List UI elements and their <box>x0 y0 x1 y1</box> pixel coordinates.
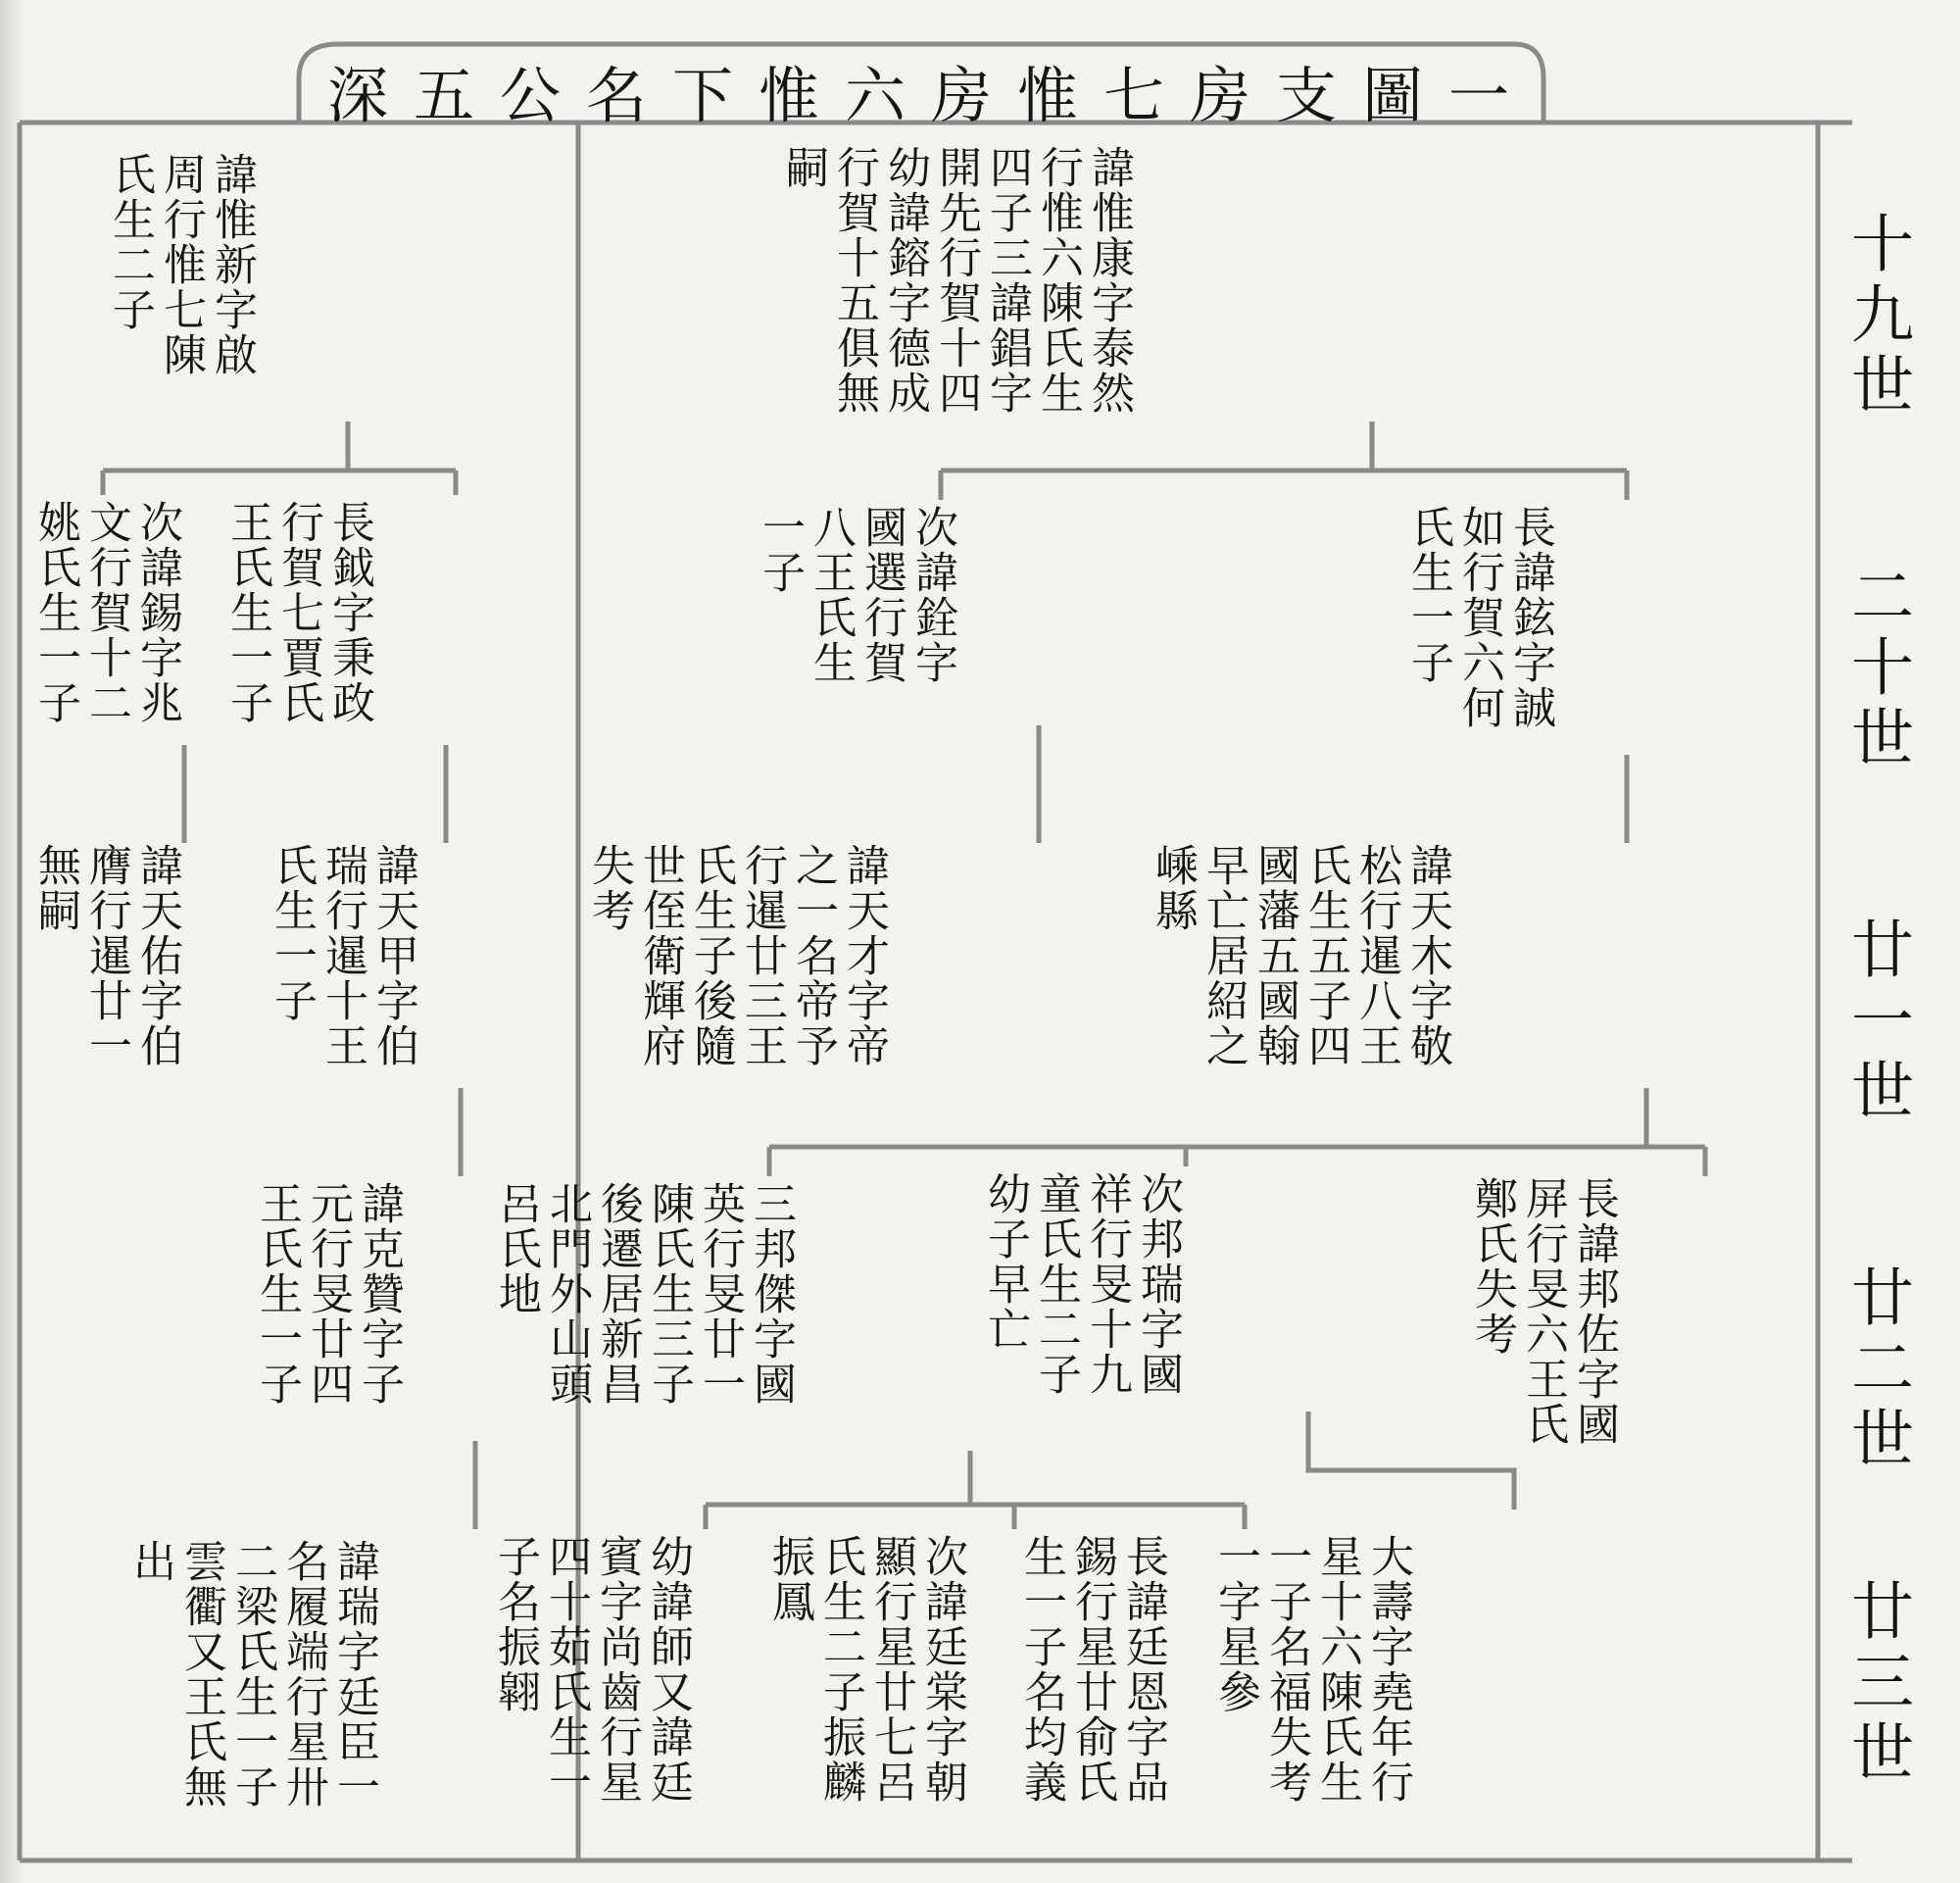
entry-gen22-ke-zan: 諱克贊字子元行旻廿四王氏生一子 <box>252 1181 404 1407</box>
entry-gen22-bang-zuo: 長諱邦佐字國屏行旻六王氏鄭氏失考 <box>1467 1176 1619 1447</box>
entry-gen22-bang-jie: 三邦傑字國英行旻廿一陳氏生三子後遷居新昌北門外山頭呂氏地 <box>491 1181 796 1407</box>
entry-gen21-tian-jia: 諱天甲字伯瑞行暹十王氏生一子 <box>267 843 418 1068</box>
entry-gen20-xi: 次諱錫字兆文行賀十二姚氏生一子 <box>30 500 182 725</box>
entry-gen23-rui: 諱瑞字廷臣一名履端行星卅二梁氏生一子雲衢又王氏無出 <box>125 1539 379 1809</box>
entry-gen19-wei-kang: 諱惟康字泰然行惟六陳氏生四子三諱錩字開先行賀十四幼諱鎔字德成行賀十五俱無嗣 <box>778 145 1134 416</box>
entry-gen21-tian-you: 諱天佑字伯膺行暹廿一無嗣 <box>30 843 182 1068</box>
entry-gen23-shi: 幼諱師又諱廷賓字尚齒行星四十茹氏生一子名振翶 <box>490 1534 693 1805</box>
entry-gen21-tian-mu: 諱天木字敬松行暹八王氏生五子四國藩五國翰早亡居紹之嵊縣 <box>1148 843 1452 1068</box>
generation-label-20: 二十世 <box>1840 564 1913 775</box>
generation-label-22: 廿二世 <box>1840 1264 1913 1476</box>
entry-gen20-xuan: 長諱鉉字誠如行賀六何氏生一子 <box>1403 505 1555 730</box>
page-title: 深五公名下惟六房惟七房支圖一 <box>326 60 1535 131</box>
entry-gen20-quan: 次諱銓字國選行賀八王氏生一子 <box>755 505 957 685</box>
generation-label-19: 十九世 <box>1840 211 1913 422</box>
entry-gen23-da-shou: 大壽字堯年行星十六陳氏生一子名福失考一字星參 <box>1210 1534 1413 1805</box>
entry-gen22-bang-rui: 次邦瑞字國祥行旻十九童氏生二子幼子早亡 <box>980 1171 1183 1397</box>
generation-label-23: 廿三世 <box>1840 1578 1913 1790</box>
entry-gen23-ting-en: 長諱廷恩字品錫行星廿俞氏生一子名均義 <box>1016 1534 1168 1805</box>
entry-gen20-yue: 長鉞字秉政行賀七賈氏王氏生一子 <box>222 500 374 725</box>
generation-label-21: 廿一世 <box>1840 917 1913 1128</box>
entry-gen19-wei-xin: 諱惟新字啟周行惟七陳氏生二子 <box>105 152 257 377</box>
entry-gen23-ting-tang: 次諱廷棠字朝顯行星廿七呂氏生二子振麟振鳳 <box>764 1534 967 1805</box>
entry-gen21-tian-cai: 諱天才字帝之一名帝予行暹廿三王氏生子後隨世侄衛輝府失考 <box>584 843 889 1068</box>
